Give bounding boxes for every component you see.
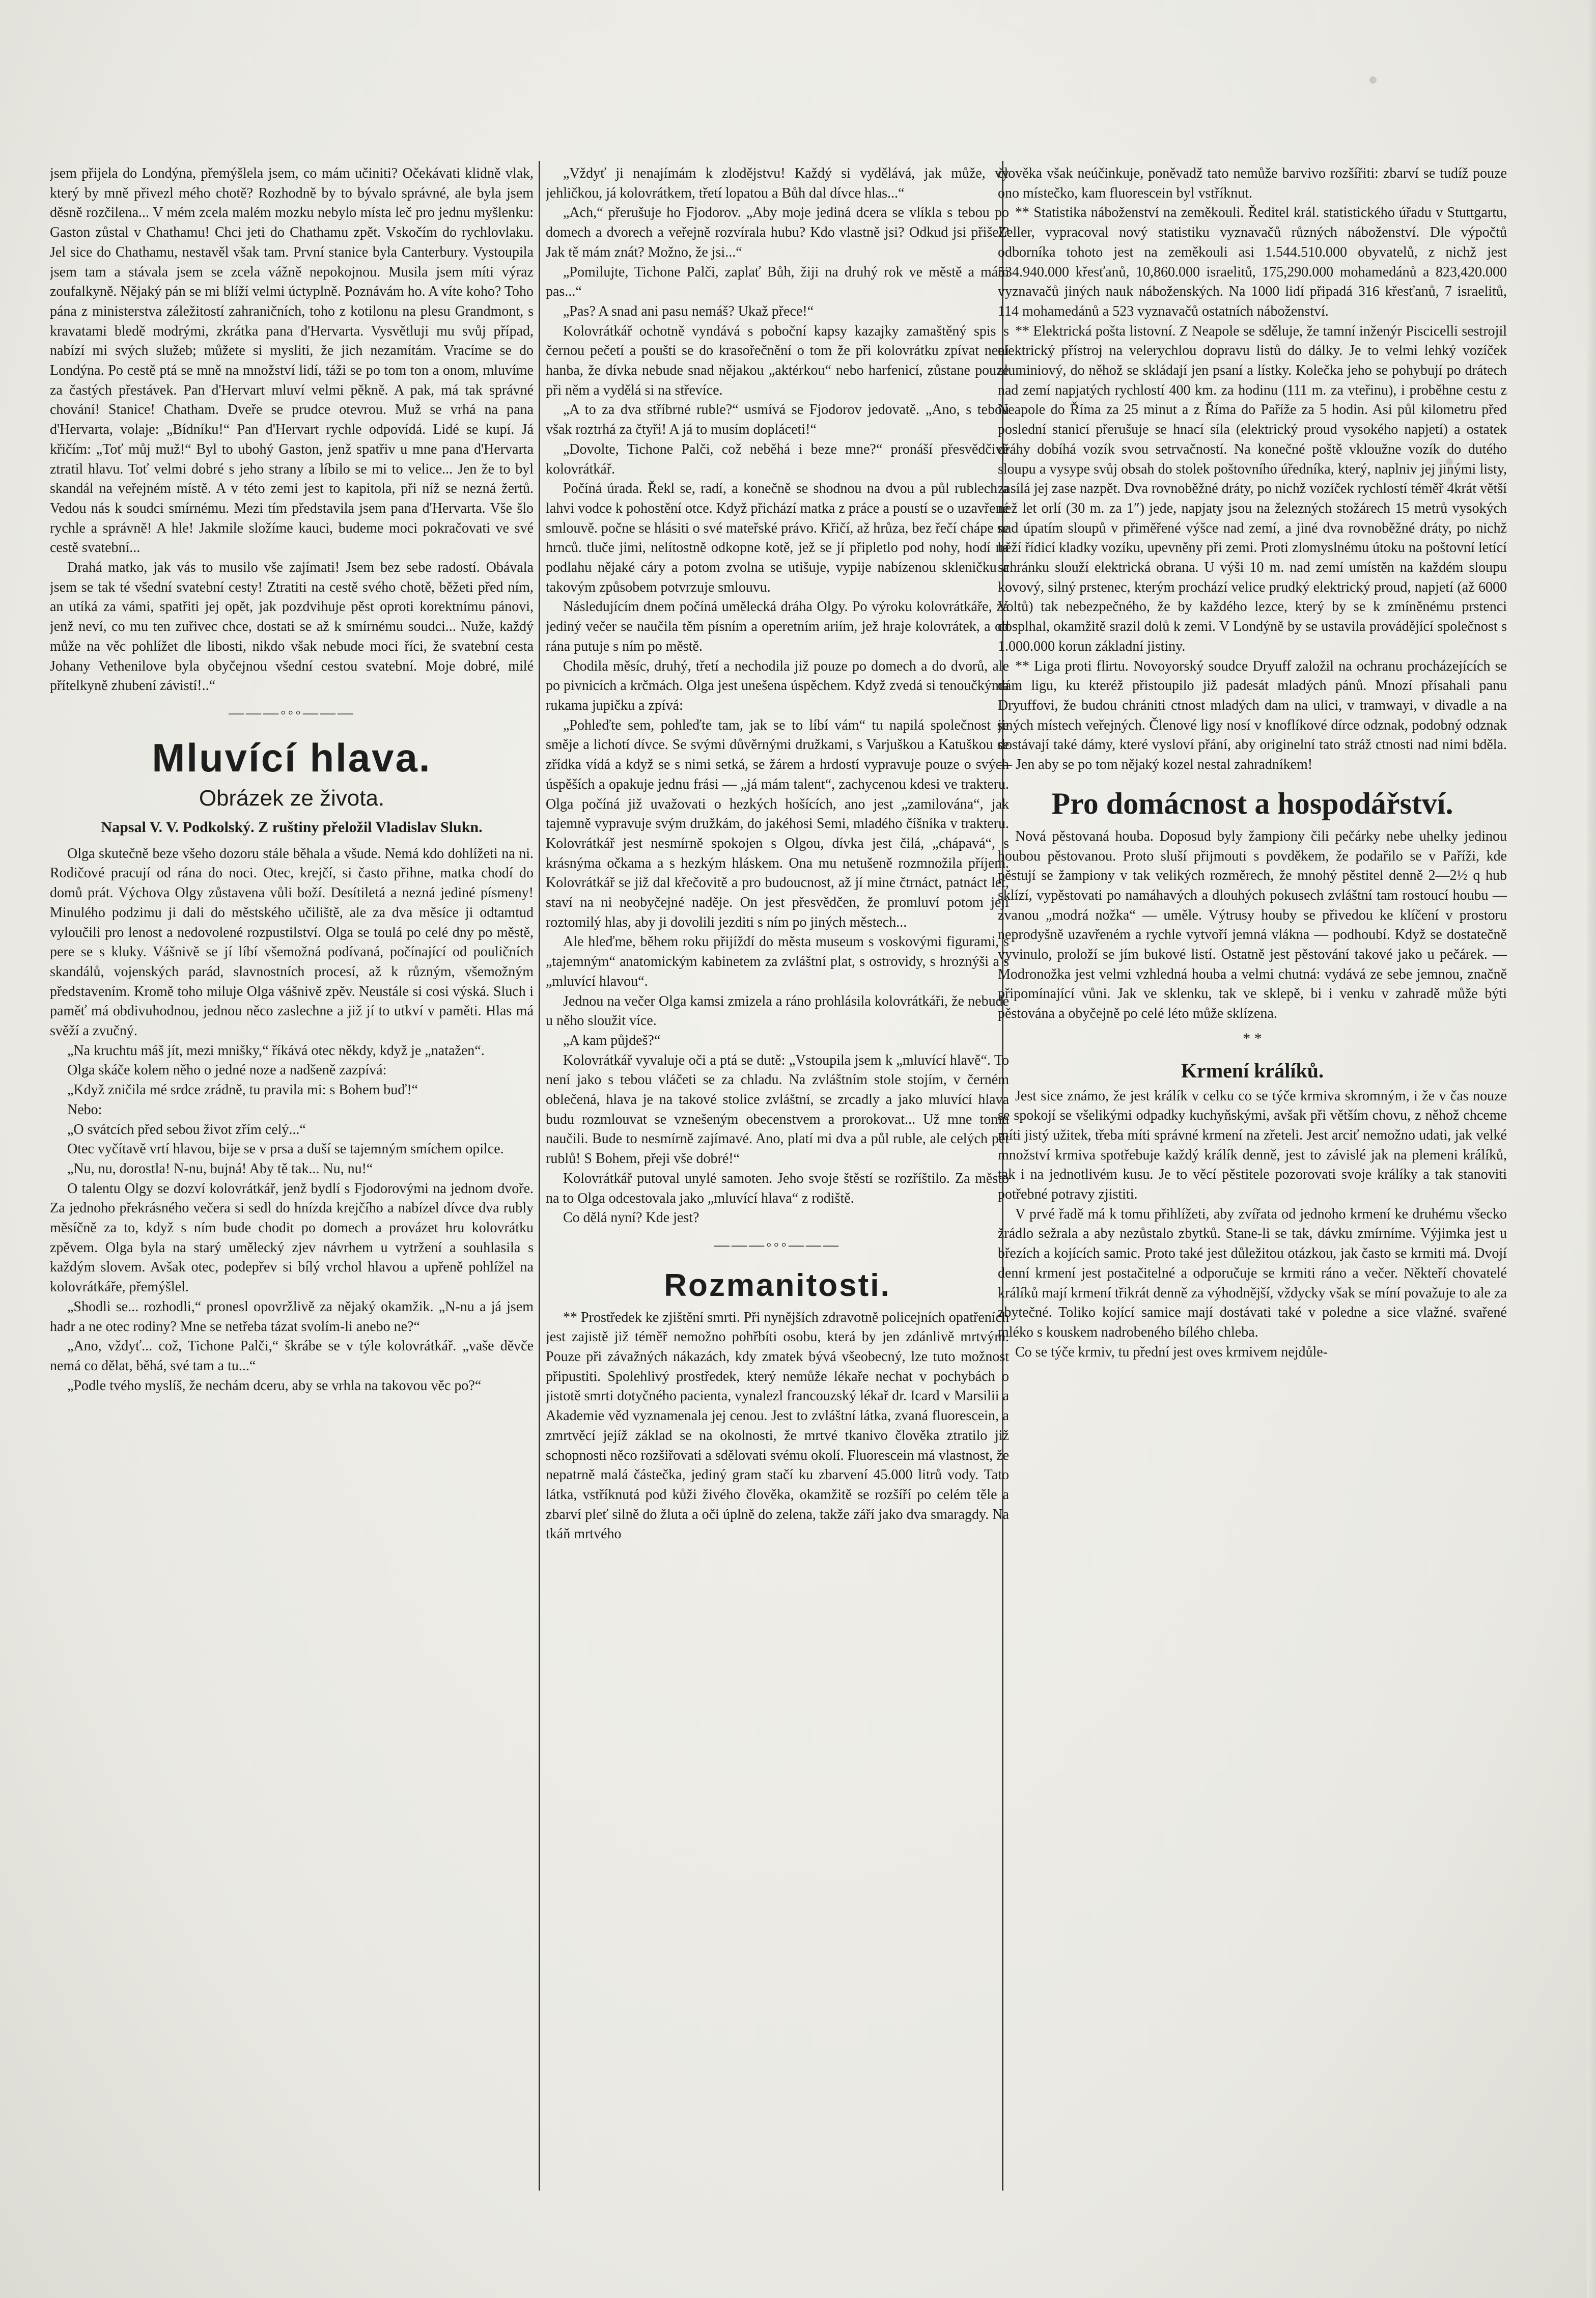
story-paragraph: Kolovrátkář ochotně vyndává s poboční kapsy kazajky zamaštěný spis s černou pečetí a poušti se do krasořečnění o tom že při kolovrátku zpívat není hanba, že dívka nebude snad nějakou „aktérkou“ nebo harfenicí, zůstane pouze při něm a vydělá si na střevíce. xyxy=(546,323,1009,398)
story-paragraph: Otec vyčítavě vrtí hlavou, bije se v prsa a duší se tajemným smíchem opilce. xyxy=(67,1141,504,1157)
story-paragraph: Olga skáče kolem něho o jedné noze a nadšeně zazpívá: xyxy=(67,1062,387,1078)
article-paragraph: Drahá matko, jak vás to musilo vše zajímati! Jsem bez sebe radostí. Obávala jsem se tak té všední svatební cesty! Ztratiti na cestě svého chotě, běžeti před ním, an utíká za vámi, spatřiti jej opět, jak pozdvihuje pěst oproti korektnímu pánovi, jenž neví, co mu ten zuřivec chce, dostati se až k smírnému soudci... Nuže, každý může na věc pohlížet dle libosti, nikdo však nebude moci říci, že svatební cesta Johany Vethenilove byla obyčejnou všední cestou svatební. Moje dobré, milé přítelkyně zhubení závistí!..“ xyxy=(50,560,534,694)
story-paragraph: Kolovrátkář vyvaluje oči a ptá se dutě: „Vstoupila jsem k „mluvící hlavě“. To není jako s tebou vláčeti se za chladu. Na zvláštním stole stojím, v černém oblečená, hlava je na takové stolice zvláštní, se zrcadly a jako mluvící hlava budu rozmlouvat se vznešeným obecenstvem a prorokovat... Už mne tomu naučili. Bude to nesmírně zajímavé. Ano, platí mi dva a půl ruble, ale celých pět rublů! S Bohem, přeji vše dobré!“ xyxy=(546,1052,1009,1167)
story-paragraph: „Podle tvého myslíš, že nechám dceru, aby se vrhla na takovou věc po?“ xyxy=(67,1377,482,1394)
story-paragraph: „A kam půjdeš?“ xyxy=(563,1032,661,1048)
misc-paragraph: ** Liga proti flirtu. Novoyorský soudce Dryuff založil na ochranu procházejících se dám ligu, ku kteréž přistoupilo již padesát mladých pánů. Mnozí přísahali panu Dryuffovi, že budou chrániti ctnost mladých dam na ulici, v tramwayi, v divadle a na jiných místech veřejných. Členové ligy nosí v knoflíkové dírce odznak, podobný odznak dostávají také dámy, které vysloví přání, aby originelní tato stráž ctnosti nad nimi bděla. — Jen aby se po tom nějaký kozel nestal zahradníkem! xyxy=(998,658,1507,773)
story-paragraph: O talentu Olgy se dozví kolovrátkář, jenž bydlí s Fjodorovými na jednom dvoře. Za jednoho překrásného večera si sedl do hnízda krejčího a nabízel dívce dva rubly měsíčně za to, když s ním bude chodit po domech a provázet hru kolovrátku zpěvem. Olga byla na starý umělecký zjev návrhem u vytržení a souhlasila s každým slovem. Avšak otec, podepřev si bílý vrchol hlavou a upřeně pohlížel na kolovrátkáře, přemýšlel. xyxy=(50,1180,534,1295)
story-paragraph: „Nu, nu, dorostla! N-nu, bujná! Aby tě tak... Nu, nu!“ xyxy=(67,1160,373,1177)
section-ornament: ———◦◦◦——— xyxy=(714,1236,841,1253)
column-middle xyxy=(546,164,1009,2262)
story-paragraph: Nebo: xyxy=(67,1101,102,1118)
section-stars: * * xyxy=(1243,1030,1262,1047)
story-title: Mluvící hlava. xyxy=(152,735,432,780)
story-paragraph: „Pas? A snad ani pasu nemáš? Ukaž přece!“ xyxy=(563,303,814,319)
rabbit-paragraph: Co se týče krmiv, tu přední jest oves krmivem nejdůle- xyxy=(1015,1344,1328,1360)
story-paragraph: Kolovrátkář putoval unylé samoten. Jeho svoje štěstí se rozříštilo. Za město na to Olga odcestovala jako „mluvící hlava“ z rodiště. xyxy=(546,1170,1009,1206)
column-left xyxy=(50,164,534,2262)
home-section-title: Pro domácnost a hospodářství. xyxy=(1051,786,1453,820)
rabbit-paragraph: V prvé řadě má k tomu přihlížeti, aby zvířata od jednoho krmení ke druhému všecko žrádlo sežrala a aby nezůstalo zbytků. Stane-li se tak, dávku zmírníme. Výjimka jest u březích a kojících samic. Proto také jest důležitou otázkou, jak často se krmiti má. Dvojí denní krmení jest postačitelné a odporučuje se krmiti ráno a večer. Někteří chovatelé králíků mají krmení třikrát denně za výhodnější, vždycky však se míní považuje to ale za zbytečné. Toliko kojící samice mají dostávati také v poledne a sice vlažné. svařené mléko s kouskem nadrobeného bílého chleba. xyxy=(998,1206,1507,1340)
misc-section-title: Rozmanitosti. xyxy=(664,1267,891,1303)
story-paragraph: „Na kruchtu máš jít, mezi mnišky,“ říkává otec někdy, když je „natažen“. xyxy=(67,1042,485,1059)
story-byline: Napsal V. V. Podkolský. Z ruštiny přeložil Vladislav Slukn. xyxy=(101,818,483,836)
story-subtitle: Obrázek ze života. xyxy=(199,785,385,811)
misc-paragraph: člověka však neúčinkuje, poněvadž tato nemůže barvivo rozšířiti: zbarví se tudíž pouze ono místečko, kam fluorescein byl vstříknut. xyxy=(998,165,1507,201)
story-paragraph: Počíná úrada. Řekl se, radí, a konečně se shodnou na dvou a půl rublech a lahvi vodce k pohostění otce. Když přichází matka z práce a poustí se o uzavřené smlouvě. počne se hlásiti o své mateřské právo. Křičí, až hrůza, bez řečí chápe se hrnců. tluče jimi, nelítostně odkopne kotě, jež se jí připletlo pod nohy, hodí na podlahu nějaké cáry a potom zvolna se utišuje, vypije nabízenou skleničku a takovým způsobem potvrzuje smlouvu. xyxy=(546,481,1009,595)
section-ornament: ———◦◦◦——— xyxy=(229,704,355,721)
page-speck xyxy=(1369,76,1377,84)
story-paragraph: Co dělá nyní? Kde jest? xyxy=(563,1210,699,1226)
story-paragraph: „O svátcích před sebou život zřím celý...“ xyxy=(67,1121,306,1138)
story-paragraph: Následujícím dnem počíná umělecká dráha Olgy. Po výroku kolovrátkáře, za jediný večer se naučila těm písním a operetním ariím, jež hraje kolovrátek, a od rána putuje s ním po městě. xyxy=(546,599,1009,654)
story-paragraph: „Ach,“ přerušuje ho Fjodorov. „Aby moje jediná dcera se vlíkla s tebou po domech a dvorech a veřejně rozvírala hubu? Kdo vlastně jsi? Odkud jsi přišel? Jak tě mám znát? Možno, že jsi...“ xyxy=(546,205,1009,260)
story-paragraph: „Dovolte, Tichone Palči, což neběhá i beze mne?“ pronáší přesvědčivě kolovrátkář. xyxy=(546,441,1009,477)
misc-paragraph: ** Statistika náboženství na zeměkouli. Ředitel král. statistického úřadu v Stuttgartu, Zeller, vypracoval nový statistiku vyznavačů různých náboženství. Dle výpočtů odborníka tohoto jest na zeměkouli asi 1.544.510.000 obyvatelů, z nichž jest 534.940.000 křesťanů, 10,860.000 israelitů, 175,290.000 mohamedánů a 823,420.000 vyznavačů jiných nauk náboženských. Na 1000 lidí připadá 316 křesťanů, 7 israelitů, 114 mohamedánů a 523 vyznavačů ostatních náboženství. xyxy=(998,205,1507,319)
story-paragraph: „Ano, vždyť... což, Tichone Palči,“ škrábe se v týle kolovrátkář. „vaše děvče nemá co dělat, běhá, své tam a tu...“ xyxy=(50,1338,534,1374)
home-paragraph: Nová pěstovaná houba. Doposud byly žampiony čili pečárky nebe uhelky jedinou houbou pěstovanou. Proto sluší přijmouti s povděkem, že podařilo se v Paříži, kde pěstují se žampiony v tak velikých rozměrech, že mnohý pěstitel denně 2—2½ q hub sklízí, vypěstovati po namáhavých a dlouhých pokusech zvláštní tam rostoucí houbu — zvanou „modrá nožka“ — uměle. Výtrusy houby se přivedou ke klíčení v prostoru neprodyšně uzavřeném a rychle vytvoří jemná vlákna — podhoubí. Když se dostatečně vyvinulo, proloží se jím bukové listí. Ostatně jest pěstování takové jako u pečárek. — Modronožka jest velmi vzhledná houba a velmi chutná: vydává ze sebe jemnou, značně připomínající vůni. Jak ve sklenku, tak ve sklepě, bi i venku v zahradě může býti pěstována a obyčejně po celé léto může sklízena. xyxy=(998,828,1507,1022)
story-paragraph: „Pomilujte, Tichone Palči, zaplať Bůh, žiji na druhý rok ve městě a mám pas...“ xyxy=(546,264,1009,300)
story-paragraph: Chodila měsíc, druhý, třetí a nechodila již pouze po domech a do dvorů, ale po pivnicích a krčmách. Olga jest unešena úspěchem. Když zvedá si tenoučkýma rukama jupičku a zpívá: xyxy=(546,658,1009,713)
scan-edge xyxy=(1587,0,1596,2298)
story-paragraph: „Vždyť ji nenajímám k zlodějstvu! Každý si vydělává, jak může, vy jehličkou, já kolovrátkem, třetí lopatou a Bůh dal dívce hlas...“ xyxy=(546,165,1009,201)
misc-paragraph: ** Prostředek ke zjištění smrti. Při nynějších zdravotně policejních opatřeních jest zajistě již téměř nemožno pohřbíti osobu, která by jen zdánlivě mrtvým. Pouze při závažných nákazách, kdy zmatek bývá všeobecný, lze tuto možnost připustiti. Spolehlivý prostředek, který nemůže lékaře nechat v pochybách o jistotě smrti dotyčného pacienta, vynalezl francouzský lékař dr. Icard v Marsilii a Akademie věd vyznamenala jej cenou. Jest to zvláštní látka, zvaná fluorescein, a zmrtvěcí jejíž základ se na okolnosti, že mrtvé tkanivo člověka ztratilo již schopnosti něco rozšiřovati a sdělovati svému okolí. Fluorescein má vlastnost, že nepatrně malá částečka, jediný gram stačí ku zbarvení 45.000 litrů vody. Tato látka, vstříknutá pod kůži živého člověka, okamžitě se rozšíří po celém těle a zbarví pleť silně do žluta a oči úplně do zelena, takže září jako dva smaragdy. Na tkáň mrtvého xyxy=(546,1309,1009,1542)
story-paragraph: „A to za dva stříbrné ruble?“ usmívá se Fjodorov jedovatě. „Ano, s tebou však roztrhá za čtyři! A já to musím dopláceti!“ xyxy=(546,402,1009,438)
rabbit-paragraph: Jest sice známo, že jest králík v celku co se týče krmiva skromným, i že v čas nouze se spokojí se všelikými odpadky kuchyňskými, avšak při větším chovu, z něhož chceme míti jistý užitek, třeba míti správné krmení na zřeteli. Jest arciť nemožno udati, jak velké množství krmiva spotřebuje každý králík denně, jest to závislé jak na plemeni králíků, tak i na jednotlivém kusu. Je to věcí pěstitele pozorovati svoje králíky a tak stanoviti potřebné potravy zjistiti. xyxy=(998,1088,1507,1203)
story-paragraph: Ale hleďme, během roku přijíždí do města museum s voskovými figurami, s „tajemným“ anatomickým kabinetem za zvláštní plat, s ostrovidy, s hroznýši a s „mluvící hlavou“. xyxy=(546,934,1009,989)
story-paragraph: Jednou na večer Olga kamsi zmizela a ráno prohlásila kolovrátkáři, že nebude u něho sloužit více. xyxy=(546,993,1009,1029)
rabbit-section-title: Krmení králíků. xyxy=(1181,1059,1324,1082)
story-paragraph: Olga skutečně beze všeho dozoru stále běhala a všude. Nemá kdo dohlížeti na ni. Rodičové pracují od rána do noci. Otec, krejčí, si často přihne, matka chodí do domů prát. Výchova Olgy zůstavena vůli boží. Desítiletá a nezná jediné písmeny! Minulého podzimu ji dali do městského učiliště, ale za dva měsíce ji odtamtud vyloučili pro lenost a nedovolené rozpustilství. Olga se toulá po celé dny po městě, pere se s kluky. Vášnivě se jí líbí všemožná podívaná, počínající od pouličních skandálů, vojenských parád, slavnostních procesí, až k různým, všemožným představením. Kromě toho miluje Olga vášnivě zpěv. Neustále si cosi výská. Sluch i paměť má obdivuhodnou, jednou něco zaslechne a již jí to utkví v paměti. Hlas má svěží a zvučný. xyxy=(50,845,534,1039)
story-paragraph: „Shodli se... rozhodli,“ pronesl opovržlivě za nějaký okamžik. „N-nu a já jsem hadr a ne otec rodiny? Mne se netřeba tázat svolím-li anebo ne?“ xyxy=(50,1298,534,1335)
column-right xyxy=(998,164,1507,2262)
story-paragraph: „Když zničila mé srdce zrádně, tu pravila mi: s Bohem buď!“ xyxy=(67,1082,418,1098)
misc-paragraph: ** Elektrická pošta listovní. Z Neapole se sděluje, že tamní inženýr Piscicelli sestrojil elektrický přístroj na velerychlou dopravu listů do dálky. Je to velmi lehký vozíček aluminiový, do něhož se skládají jen psaní a lístky. Kolečka jeho se pohybují po drátech nad zemí napjatých rychlostí 400 km. za hodinu (111 m. za vteřinu), i proběhne cestu z Neapole do Říma za 25 minut a z Říma do Paříže za 5 hodin. Asi půl kilometru před poslední stanicí přerušuje se hnací síla (elektrický proud vysokého napjetí) a ostatek dráhy dobíhá vozík svou setrvačností. Na konečné poště vkloužne vozík do dutého sloupu a vysype svůj obsah do stolek poštovního úředníka, který, naplniv jej jinými listy, zasílá jej zase nazpět. Dva rovnoběžné dráty, po nichž vozíček rychlostí téměř 4krát větší než let orlí (30 m. za 1″) jede, napjaty jsou na železných stožárech 15 metrů vysokých nad úpatím sloupů v přiměřené výšce nad zemí, a jiné dva rovnoběžné dráty, po nichž běží řídicí kladky vozíku, upevněny při zemi. Proti zlomyslnému útoku na poštovní letící schránku slouží elektrická obrana. U výši 10 m. nad zemí umístěn na každém sloupu kovový, silný prstenec, kterým prochází velice prudký elektrický proud, napjetí (až 6000 Voltů) tak nebezpečného, že by každého lezce, který by se k zmíněnému prstenci dosplhal, okamžitě srazil dolů k zemi. V Londýně by se ustavila provádějící společnost s 1.000.000 korun základní jistiny. xyxy=(998,323,1507,654)
column-rule xyxy=(539,161,540,2191)
article-paragraph: jsem přijela do Londýna, přemýšlela jsem, co mám učiniti? Očekávati klidně vlak, který by mně přivezl mého chotě? Rozhodně by to bývalo správné, ale byla jsem děsně rozčilena... V mém zcela malém mozku nebylo místa leč pro jednu myšlenku: Gaston zůstal v Chathamu! Chci jeti do Chathamu zpět. Vskočím do rychlovlaku. Jel sice do Chathamu, nestavěl však tam. První stanice byla Canterbury. Vystoupila jsem tam a stávala jsem se zcela vážně nepokojnou. Musila jsem míti výraz zoufalkyně. Nějaký pán se mi blíží velmi úctyplně. Poznávám ho. A víte koho? Toho pána z ministerstva záležitostí zahraničních, toho z kotilonu na plesu Grandmont, s kravatami bledě modrými, zkrátka pana d'Hervarta. Vysvětluji mu svůj případ, nabízí mi svých služeb; můžete si mysliti, že jich nezamítám. Vracíme se do Londýna. Po cestě ptá se mně na množství lidí, táži se po tom ton a onom, mluvíme za častých přestávek. Pan d'Hervart mluví velmi pěkně. A pak, má tak správné chování! Stanice! Chatham. Dveře se prudce otevrou. Muž se vrhá na pana d'Hervarta, volaje: „Bídníku!“ Pan d'Hervart rychle odpovídá. Lidé se kupí. Já křičím: „Toť můj muž!“ Byl to ubohý Gaston, jenž spatřiv u mne pana d'Hervarta ztratil hlavu. Toť velmi dobré s jeho strany a líbilo se mi to velice... Jen že to byl skandál na veřejném místě. A v této zemi jest to kapitola, při níž se nezná žertů. Vedou nás k soudci smírnému. Mezi tím představila jsem pana d'Hervarta. Vše šlo rychle a správně! A hle! Jakmile složíme kauci, budeme moci pokračovati ve své cestě svatební... xyxy=(50,165,534,556)
story-paragraph: „Pohleďte sem, pohleďte tam, jak se to líbí vám“ tu napilá společnost se směje a lichotí dívce. Se svými důvěrnými družkami, s Varjuškou a Katuškou se zřídka vídá a když se s nimi setká, se žárem a hrdostí vypravuje pouze o svých úspěších a opakuje jednu frási — „já mám talent“, zachycenou kdesi ve trakteru. Olga počíná již uvažovati o hezkých hošících, ano jest „zamilována“, jak tajemně vypravuje svým družkám, do jakéhosi Semi, mladého číšníka v trakteru. Kolovrátkář jest nesmírně spokojen s Olgou, dívka jest čilá, „chápavá“, s krásnýma očkama a s hezkým hláskem. Ona mu netušeně rozmnožila příjem. Kolovrátkář se již dal křečovitě a pro budoucnost, až jí mine čtrnáct, patnáct let, staví na ni neobyčejné naděje. On jest přesvědčen, že promluví potom její roztomilý hlas, aby ji dovolili jezditi s ním po jiných městech... xyxy=(546,717,1009,930)
